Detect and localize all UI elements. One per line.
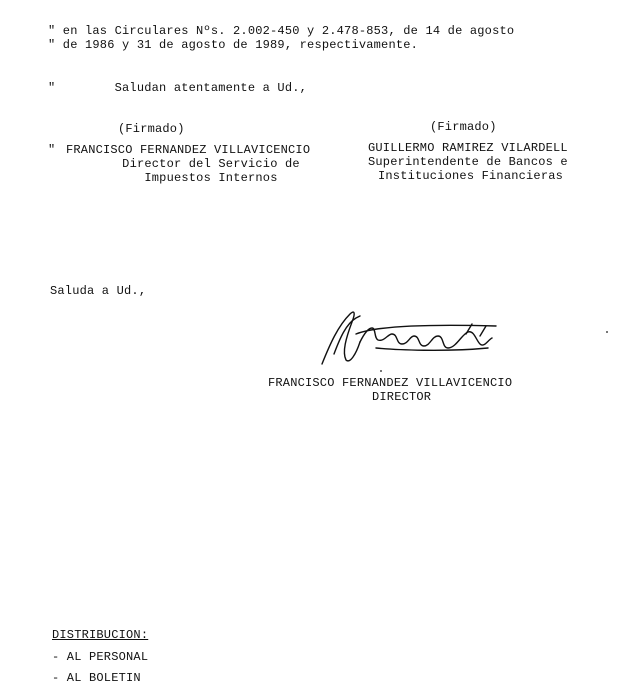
scan-speck [606, 331, 608, 333]
distribution-item: - AL PERSONAL [52, 650, 149, 664]
joint-greeting: " Saludan atentamente a Ud., [48, 81, 308, 95]
quote-line-1: " en las Circulares Nºs. 2.002-450 y 2.478-853, de 14 de agosto [48, 24, 515, 38]
firmado-right: (Firmado) [430, 120, 497, 134]
scan-speck [380, 370, 382, 372]
signatory-left-title-2: Impuestos Internos [144, 171, 278, 185]
signatory-right-title-2: Instituciones Financieras [378, 169, 564, 183]
signatory-left-name: FRANCISCO FERNANDEZ VILLAVICENCIO [66, 143, 311, 157]
distribution-heading: DISTRIBUCION: [52, 628, 149, 642]
quote-line-2: " de 1986 y 31 de agosto de 1989, respectivamente. [48, 38, 419, 52]
distribution-item: - AL BOLETIN [52, 671, 141, 685]
quote-mark-left: " [48, 143, 56, 157]
signatory-right-name: GUILLERMO RAMIREZ VILARDELL [368, 141, 568, 155]
closing-signer-title: DIRECTOR [372, 390, 432, 404]
signatory-right-title-1: Superintendente de Bancos e [368, 155, 568, 169]
closing-signer-name: FRANCISCO FERNANDEZ VILLAVICENCIO [268, 376, 513, 390]
signatory-left-title-1: Director del Servicio de [122, 157, 300, 171]
firmado-left: (Firmado) [118, 122, 185, 136]
handwritten-signature [316, 304, 506, 376]
closing-salutation: Saluda a Ud., [50, 284, 147, 298]
